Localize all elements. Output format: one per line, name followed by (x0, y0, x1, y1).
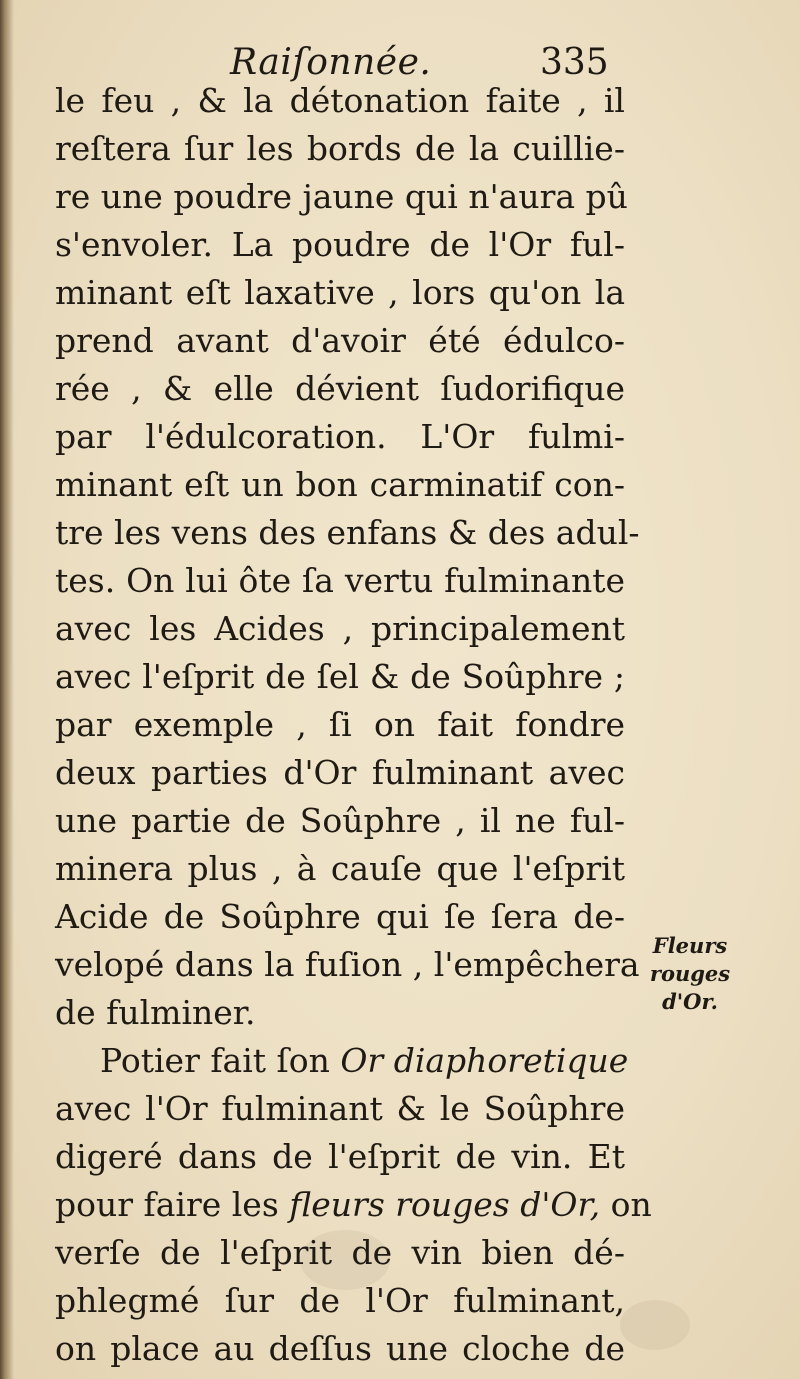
margin-note-line: Fleurs (652, 933, 728, 958)
text-line: tes. On lui ôte ſa vertu fulminante (55, 561, 625, 600)
text-segment: on (600, 1185, 652, 1224)
text-segment: pour faire les (55, 1185, 290, 1224)
body-text (55, 77, 652, 1373)
text-line (55, 1181, 652, 1229)
text-line: velopé dans la fuſion , l'empêchera (55, 945, 640, 984)
text-line: par l'édulcoration. L'Or fulmi- (55, 417, 625, 456)
text-line: prend avant d'avoir été édulco- (55, 321, 625, 360)
text-line: avec les Acides , principalement (55, 609, 625, 648)
text-line: deux parties d'Or fulminant avec (55, 753, 625, 792)
italic-term: Or diaphoretique (340, 1041, 629, 1080)
text-line: par exemple , ſi on fait fondre (55, 705, 625, 744)
text-segment: Potier fait ſon (100, 1041, 341, 1080)
text-line: de fulminer. (55, 993, 256, 1032)
text-line: phlegmé ſur de l'Or fulminant, (55, 1281, 625, 1320)
page-number: 335 (540, 42, 609, 83)
text-line: une partie de Soûphre , il ne ful- (55, 801, 625, 840)
text-line: rée , & elle dévient ſudorifique (55, 369, 625, 408)
text-line (55, 1037, 629, 1085)
running-title: Raiſonnée. (230, 42, 432, 83)
text-line: Acide de Soûphre qui ſe ſera de- (55, 897, 625, 936)
margin-note-line: rouges (649, 961, 731, 986)
text-line: avec l'eſprit de ſel & de Soûphre ; (55, 657, 625, 696)
text-line: verſe de l'eſprit de vin bien dé- (55, 1233, 625, 1272)
text-line: le feu , & la détonation faite , il (55, 81, 625, 120)
text-line: reſtera ſur les bords de la cuillie- (55, 129, 625, 168)
text-line: tre les vens des enfans & des adul- (55, 513, 640, 552)
text-line: minera plus , à cauſe que l'eſprit (55, 849, 625, 888)
text-line: s'envoler. La poudre de l'Or ful- (55, 225, 625, 264)
text-line: digeré dans de l'eſprit de vin. Et (55, 1137, 625, 1176)
text-line: minant eſt un bon carminatif con- (55, 465, 625, 504)
margin-note-line: d'Or. (662, 989, 718, 1014)
text-line: avec l'Or fulminant & le Soûphre (55, 1089, 625, 1128)
margin-note (635, 932, 745, 1016)
text-line: on place au deſſus une cloche de (55, 1329, 625, 1368)
text-line: minant eſt laxative , lors qu'on la (55, 273, 625, 312)
italic-term: fleurs rouges d'Or, (289, 1185, 601, 1224)
text-line: re une poudre jaune qui n'aura pû (55, 177, 628, 216)
paper-stain (620, 1300, 690, 1350)
